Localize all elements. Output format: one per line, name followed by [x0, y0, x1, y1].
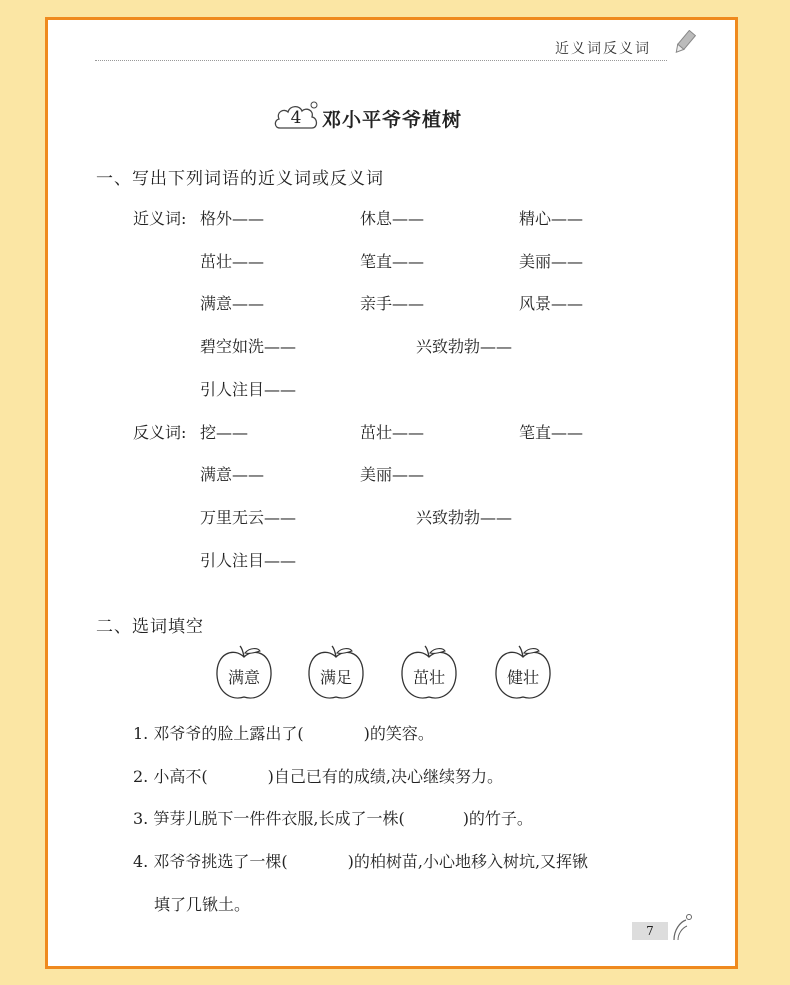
header-label: 近义词反义词 [555, 41, 651, 57]
synonym-item: 引人注目—— [200, 380, 297, 399]
word-bank-word: 满意 [227, 668, 260, 687]
question-1 [133, 721, 434, 744]
question-3 [133, 806, 533, 829]
section1-heading: 一、写出下列词语的近义词或反义词 [96, 169, 384, 189]
question-text: 1. 邓爷爷的脸上露出了( [133, 724, 304, 743]
lesson-number: 4 [290, 108, 302, 128]
antonym-label: 反义词: [133, 423, 187, 442]
question-text: 3. 笋芽儿脱下一件件衣服,长成了一株( [133, 809, 405, 828]
question-text: 2. 小高不( [133, 767, 208, 786]
synonym-item: 休息—— [360, 209, 425, 228]
header-divider [95, 60, 667, 61]
antonym-item: 挖—— [200, 423, 249, 442]
word-bank-apple [214, 645, 274, 703]
question-4 [133, 849, 588, 872]
question-text: )的竹子。 [462, 809, 533, 828]
synonym-item: 兴致勃勃—— [416, 337, 513, 356]
cloud-badge [272, 100, 320, 136]
synonym-item: 格外—— [200, 209, 265, 228]
antonym-item: 万里无云—— [200, 508, 297, 527]
question-text: )的笑容。 [363, 724, 434, 743]
question-2 [133, 764, 503, 787]
page-number: 7 [632, 922, 668, 940]
synonym-item: 美丽—— [519, 252, 584, 271]
question-text: 4. 邓爷爷挑选了一棵( [133, 852, 288, 871]
lesson-name: 邓小平爷爷植树 [322, 108, 463, 131]
question-text: )的柏树苗,小心地移入树坑,又挥锹 [347, 852, 589, 871]
word-bank-word: 茁壮 [412, 668, 445, 687]
synonym-item: 笔直—— [360, 252, 425, 271]
word-bank-apple [493, 645, 553, 703]
question-4-continuation: 填了几锹土。 [154, 895, 251, 914]
pencil-icon [672, 30, 696, 60]
synonym-item: 满意—— [200, 294, 265, 313]
synonym-item: 茁壮—— [200, 252, 265, 271]
antonym-item: 茁壮—— [360, 423, 425, 442]
swirl-decoration-icon [670, 912, 694, 946]
word-bank-apple [306, 645, 366, 703]
lesson-title [272, 100, 462, 136]
antonym-item: 笔直—— [519, 423, 584, 442]
section2-heading: 二、选词填空 [96, 617, 204, 637]
antonym-item: 兴致勃勃—— [416, 508, 513, 527]
synonym-item: 精心—— [519, 209, 584, 228]
synonym-label: 近义词: [133, 209, 187, 228]
word-bank-apple [399, 645, 459, 703]
antonym-item: 满意—— [200, 465, 265, 484]
synonym-item: 碧空如洗—— [200, 337, 297, 356]
synonym-item: 亲手—— [360, 294, 425, 313]
antonym-item: 美丽—— [360, 465, 425, 484]
word-bank-word: 满足 [319, 668, 352, 687]
question-text: )自己已有的成绩,决心继续努力。 [267, 767, 503, 786]
antonym-item: 引人注目—— [200, 551, 297, 570]
word-bank-word: 健壮 [506, 668, 539, 687]
synonym-item: 风景—— [519, 294, 584, 313]
